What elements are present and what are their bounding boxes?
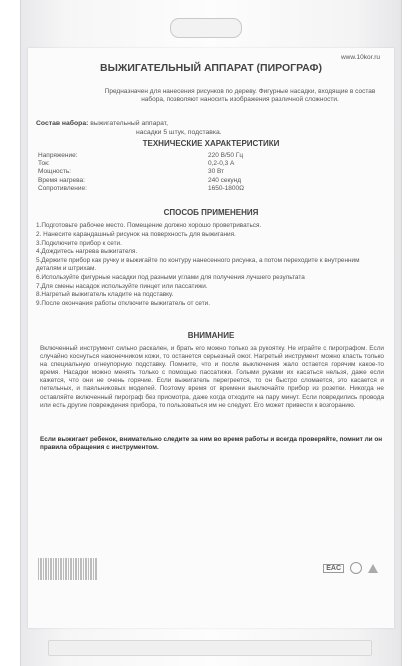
usage-step: 1.Подготовьте рабочее место. Помещение должно хорошо проветриваться. [36, 222, 262, 229]
usage-step: 9.После окончания работы отключите выжигатель от сети. [36, 300, 210, 308]
bottom-strip [48, 640, 372, 656]
product-title: ВЫЖИГАТЕЛЬНЫЙ АППАРАТ (ПИРОГРАФ) [100, 62, 322, 74]
fine-print [38, 473, 384, 478]
usage-step: 2. Нанесите карандашный рисунок на поверхность для выжигания. [36, 230, 236, 238]
specs-table [38, 152, 378, 193]
spec-row: Время нагрева: 240 секунд [38, 176, 242, 184]
purpose-text: Предназначен для нанесения рисунков по дереву. Фигурные насадки, входящие в состав набора, позволяют наносить изображения различной сложности. [104, 88, 376, 103]
warning-heading: ВНИМАНИЕ [187, 331, 235, 340]
usage-step: 3.Подключите прибор к сети. [36, 239, 122, 247]
usage-steps [36, 222, 384, 309]
warning-child-text: Если выжигает ребенок, внимательно следите за ним во время работы и всегда проверяйте, помнит ли он правила обращения с инструментом. [40, 436, 383, 452]
usage-step: 6.Используйте фигурные насадки под разными углами для получения лучшего результата [36, 273, 305, 281]
kit-line2: насадки 5 штук, подставка. [136, 128, 222, 136]
kit-contents [36, 120, 384, 137]
recycle-icon [350, 562, 362, 574]
kit-label: Состав набора: [36, 120, 89, 127]
usage-step: 7.Для смены насадок используйте пинцет или пассатижи. [36, 282, 208, 290]
hang-hole [170, 18, 242, 38]
site-url: www.10kor.ru [340, 54, 380, 61]
spec-row: Ток: 0,2-0,3 А [38, 160, 235, 168]
spec-row: Мощность: 30 Вт [38, 168, 225, 176]
instruction-card [28, 48, 394, 628]
usage-heading: СПОСОБ ПРИМЕНЕНИЯ [163, 208, 259, 217]
triangle-icon [368, 564, 378, 573]
barcode [38, 558, 98, 580]
spec-row: Напряжение: 220 В/50 Гц [38, 152, 244, 159]
certification-marks [323, 562, 378, 574]
usage-step: 4.Дождитесь нагрева выжигателя. [36, 248, 138, 256]
specs-heading: ТЕХНИЧЕСКИЕ ХАРАКТЕРИСТИКИ [142, 139, 280, 148]
kit-line1: выжигательный аппарат, [90, 120, 169, 127]
eac-mark: EAC [323, 564, 344, 573]
spec-row: Сопротивление: 1650-1800Ω [38, 184, 244, 192]
usage-step: 5.Держите прибор как ручку и выжигайте по контуру нанесенного рисунка, а потом переходите к внутренним деталям и штрихам. [36, 257, 360, 272]
usage-step: 8.Нагретый выжигатель кладите на подставку. [36, 291, 174, 299]
warning-text: Включенный инструмент сильно раскален, и брать его можно только за рукоятку. Не играйте с пирографом. Если случайно коснуться наконечником кожи, то останется серьезный ожог. Нагретый инструмент можно класть только на специальную огнеупорную подставку. Помните, что и после выключения жало остается горячим какое-то время. Насадки можно менять только с помощью пассатижи. Голыми руками их касаться нельзя, даже если кажется, что они не очень горячие. Если выжигатель перегреется, то он быстро сломается, это касается и петельных, и паяльниковых моделей. Поэтому время от времени выключайте прибор из розетки. Никогда не оставляйте включенный пирограф без присмотра, даже когда отходите на пару минут. Если повредились провода или есть другие повреждения прибора, то пользоваться им не следует. Его может привести к возгоранию. [40, 345, 384, 409]
marking-row [38, 558, 384, 584]
